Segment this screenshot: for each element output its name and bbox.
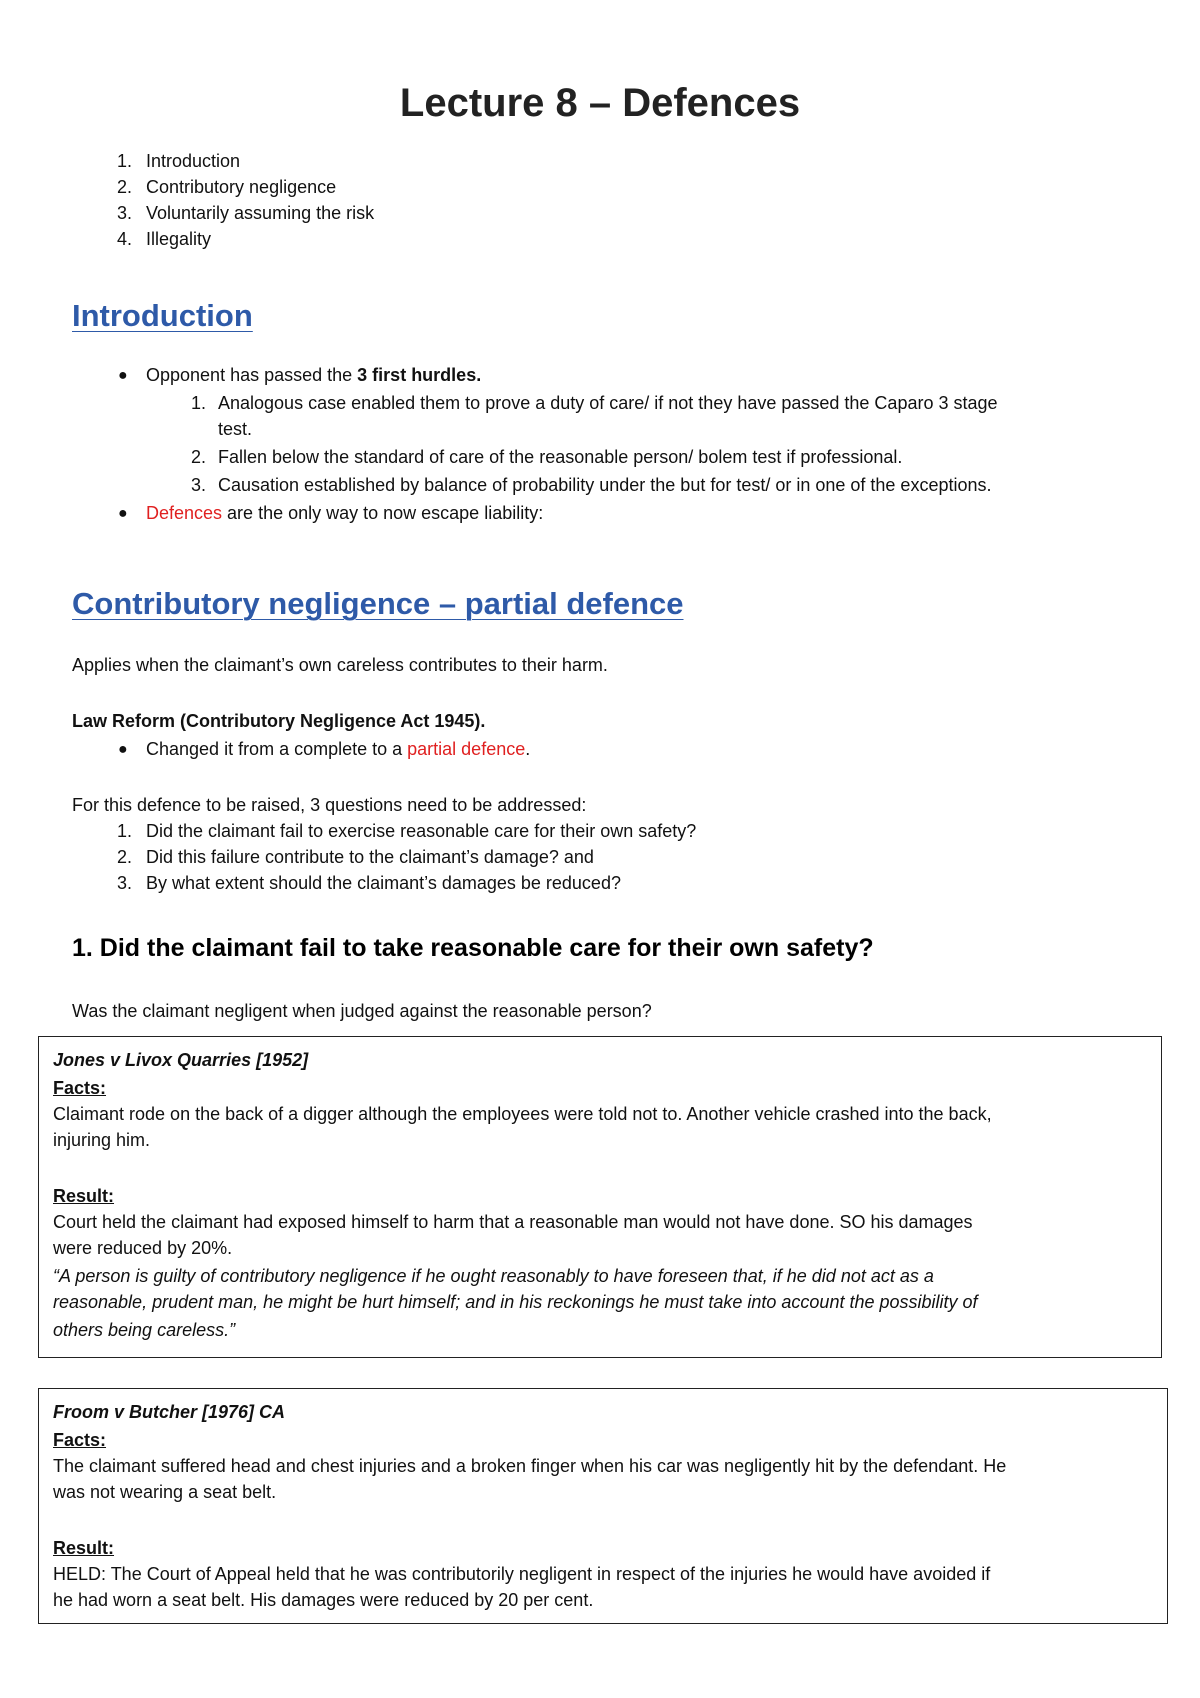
toc-number: 3.: [116, 203, 132, 223]
case-result-line: Court held the claimant had exposed himself to harm that a reasonable man would not have done. SO his damages: [53, 1212, 973, 1232]
case-name: Jones v Livox Quarries [1952]: [53, 1050, 309, 1070]
case-result-line: he had worn a seat belt. His damages were reduced by 20 per cent.: [53, 1590, 594, 1610]
question-number: 1.: [116, 821, 132, 841]
case-result-label: Result:: [53, 1186, 115, 1206]
case-quote-line: reasonable, prudent man, he might be hurt himself; and in his reckonings he must take into account the possibility of: [53, 1292, 978, 1312]
heading-introduction: Introduction: [72, 298, 253, 333]
sub-number: 1.: [190, 393, 206, 413]
case-box-froom: [38, 1388, 1168, 1624]
toc-item-voluntarily-assuming-risk: Voluntarily assuming the risk: [146, 203, 375, 223]
bullet-dot: ●: [118, 741, 128, 758]
heading-question-1: 1. Did the claimant fail to take reasonable care for their own safety?: [72, 934, 874, 962]
case-box-jones: [38, 1036, 1162, 1358]
question-number: 3.: [116, 873, 132, 893]
question-number: 2.: [116, 847, 132, 867]
case-result-line: HELD: The Court of Appeal held that he was contributorily negligent in respect of the injuries he would have avoided if: [53, 1564, 991, 1584]
sub-number: 3.: [190, 475, 206, 495]
q1-subtext: Was the claimant negligent when judged against the reasonable person?: [72, 1001, 652, 1021]
case-quote-line: “A person is guilty of contributory negligence if he ought reasonably to have foreseen that, if he did not act as a: [53, 1266, 934, 1286]
contrib-changed: Changed it from a complete to a partial defence.: [146, 739, 531, 759]
sub-number: 2.: [190, 447, 206, 467]
case-result-line: were reduced by 20%.: [53, 1238, 233, 1258]
contrib-act: Law Reform (Contributory Negligence Act 1945).: [72, 711, 486, 731]
contrib-applies: Applies when the claimant’s own careless contributes to their harm.: [72, 655, 608, 675]
contrib-questions-intro: For this defence to be raised, 3 questions need to be addressed:: [72, 795, 587, 815]
toc-number: 4.: [116, 229, 132, 249]
case-facts-line: was not wearing a seat belt.: [53, 1482, 277, 1502]
case-name: Froom v Butcher [1976] CA: [53, 1402, 286, 1422]
intro-sub-causation: Causation established by balance of probability under the but for test/ or in one of the exceptions.: [218, 475, 992, 495]
contrib-question-1: Did the claimant fail to exercise reasonable care for their own safety?: [146, 821, 697, 841]
toc-item-contributory-negligence: Contributory negligence: [146, 177, 337, 197]
intro-sub-duty-line2: test.: [218, 419, 253, 439]
intro-sub-duty-line1: Analogous case enabled them to prove a duty of care/ if not they have passed the Caparo 3 stage: [218, 393, 998, 413]
toc-number: 1.: [116, 151, 132, 171]
case-facts-label: Facts:: [53, 1430, 107, 1450]
case-quote-line: others being careless.”: [53, 1320, 236, 1340]
case-facts-line: injuring him.: [53, 1130, 151, 1150]
bullet-dot: ●: [118, 505, 128, 522]
case-result-label: Result:: [53, 1538, 115, 1558]
case-facts-line: The claimant suffered head and chest injuries and a broken finger when his car was negligently hit by the defendant. He: [53, 1456, 1007, 1476]
case-facts-line: Claimant rode on the back of a digger although the employees were told not to. Another vehicle crashed into the back,: [53, 1104, 992, 1124]
intro-bullet-defences: Defences are the only way to now escape liability:: [146, 503, 544, 523]
contrib-question-2: Did this failure contribute to the claimant’s damage? and: [146, 847, 594, 867]
contrib-question-3: By what extent should the claimant’s damages be reduced?: [146, 873, 621, 893]
bullet-dot: ●: [118, 367, 128, 384]
toc-item-illegality: Illegality: [146, 229, 212, 249]
page-title: Lecture 8 – Defences: [399, 81, 801, 125]
intro-sub-standard: Fallen below the standard of care of the reasonable person/ bolem test if professional.: [218, 447, 903, 467]
heading-contributory-negligence: Contributory negligence – partial defence: [72, 586, 684, 621]
case-facts-label: Facts:: [53, 1078, 107, 1098]
intro-bullet-hurdles: Opponent has passed the 3 first hurdles.: [146, 365, 482, 385]
toc-number: 2.: [116, 177, 132, 197]
toc-item-introduction: Introduction: [146, 151, 241, 171]
